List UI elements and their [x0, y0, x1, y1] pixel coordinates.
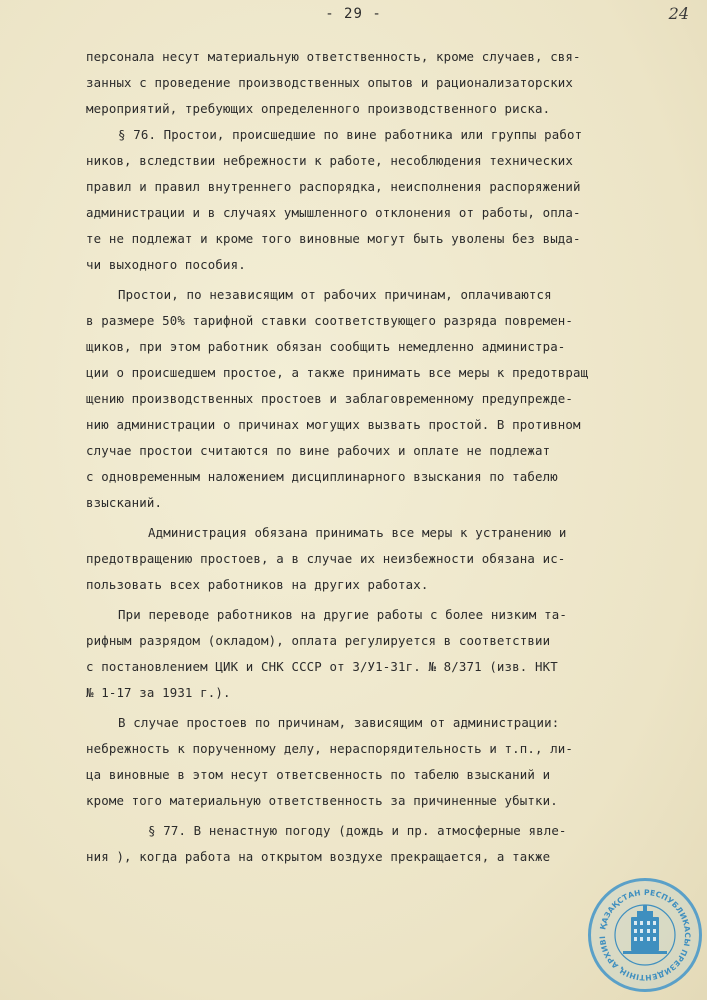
text-line: ния ), когда работа на открытом воздухе прекращается, а также	[86, 849, 551, 864]
text-line: администрации и в случаях умышленного отклонения от работы, опла-	[86, 205, 581, 220]
text-line: случае простои считаются по вине рабочих и оплате не подлежат	[86, 443, 551, 458]
text-line: чи выходного пособия.	[86, 257, 246, 272]
page-number: - 29 -	[325, 6, 382, 22]
archive-stamp	[588, 878, 702, 992]
text-line: персонала несут материальную ответственность, кроме случаев, свя-	[86, 49, 581, 64]
archive-stamp-text-path: ҚАЗАҚСТАН РЕСПУБЛИКАСЫ ПРЕЗИДЕНТІНІҢ АРХИВІ	[597, 887, 693, 983]
text-line: взысканий.	[86, 495, 163, 510]
text-line: При переводе работников на другие работы с более низким та-	[118, 607, 567, 622]
text-line: предотвращению простоев, а в случае их неизбежности обязана ис-	[86, 551, 566, 566]
text-line: щению производственных простоев и заблаговременному предупрежде-	[86, 391, 574, 406]
text-line: § 77. В ненастную погоду (дождь и пр. атмосферные явле-	[148, 823, 567, 838]
archive-sheet-number: 24	[668, 4, 689, 23]
text-line: Администрация обязана принимать все меры к устранению и	[148, 525, 567, 540]
text-line: В случае простоев по причинам, зависящим от администрации:	[118, 715, 560, 730]
text-line: в размере 50% тарифной ставки соответствующего разряда повремен-	[86, 313, 574, 328]
text-line: ников, вследствии небрежности к работе, несоблюдения технических	[86, 153, 574, 168]
text-line: № 1-17 за 1931 г.).	[86, 685, 231, 700]
text-line: ции о происшедшем простое, а также принимать все меры к предотвращ	[86, 365, 589, 380]
typewritten-text	[86, 44, 666, 870]
text-line: занных с проведение производственных опытов и рационализаторских	[86, 75, 574, 90]
archive-building-icon	[631, 905, 659, 951]
text-line: кроме того материальную ответственность за причиненные убытки.	[86, 793, 558, 808]
text-line: Простои, по независящим от рабочих причинам, оплачиваются	[118, 287, 552, 302]
text-line: те не подлежат и кроме того виновные могут быть уволены без выда-	[86, 231, 581, 246]
text-line: § 76. Простои, происшедшие по вине работника или группы работ	[118, 127, 583, 142]
text-line: мероприятий, требующих определенного производственного риска.	[86, 101, 551, 116]
archive-stamp-graphic	[591, 881, 699, 989]
text-line: ца виновные в этом несут ответсвенность по табелю взысканий и	[86, 767, 551, 782]
text-line: пользовать всех работников на других работах.	[86, 577, 429, 592]
text-line: правил и правил внутреннего распорядка, неисполнения распоряжений	[86, 179, 581, 194]
text-line: небрежность к порученному делу, нераспорядительность и т.п., ли-	[86, 741, 574, 756]
text-line: с постановлением ЦИК и СНК СССР от 3/У1-31г. № 8/371 (изв. НКТ	[86, 659, 558, 674]
text-line: щиков, при этом работник обязан сообщить немедленно администра-	[86, 339, 566, 354]
text-line: с одновременным наложением дисциплинарного взыскания по табелю	[86, 469, 558, 484]
text-line: нию администрации о причинах могущих вызвать простой. В противном	[86, 417, 581, 432]
text-line: рифным разрядом (окладом), оплата регулируется в соответствии	[86, 633, 551, 648]
